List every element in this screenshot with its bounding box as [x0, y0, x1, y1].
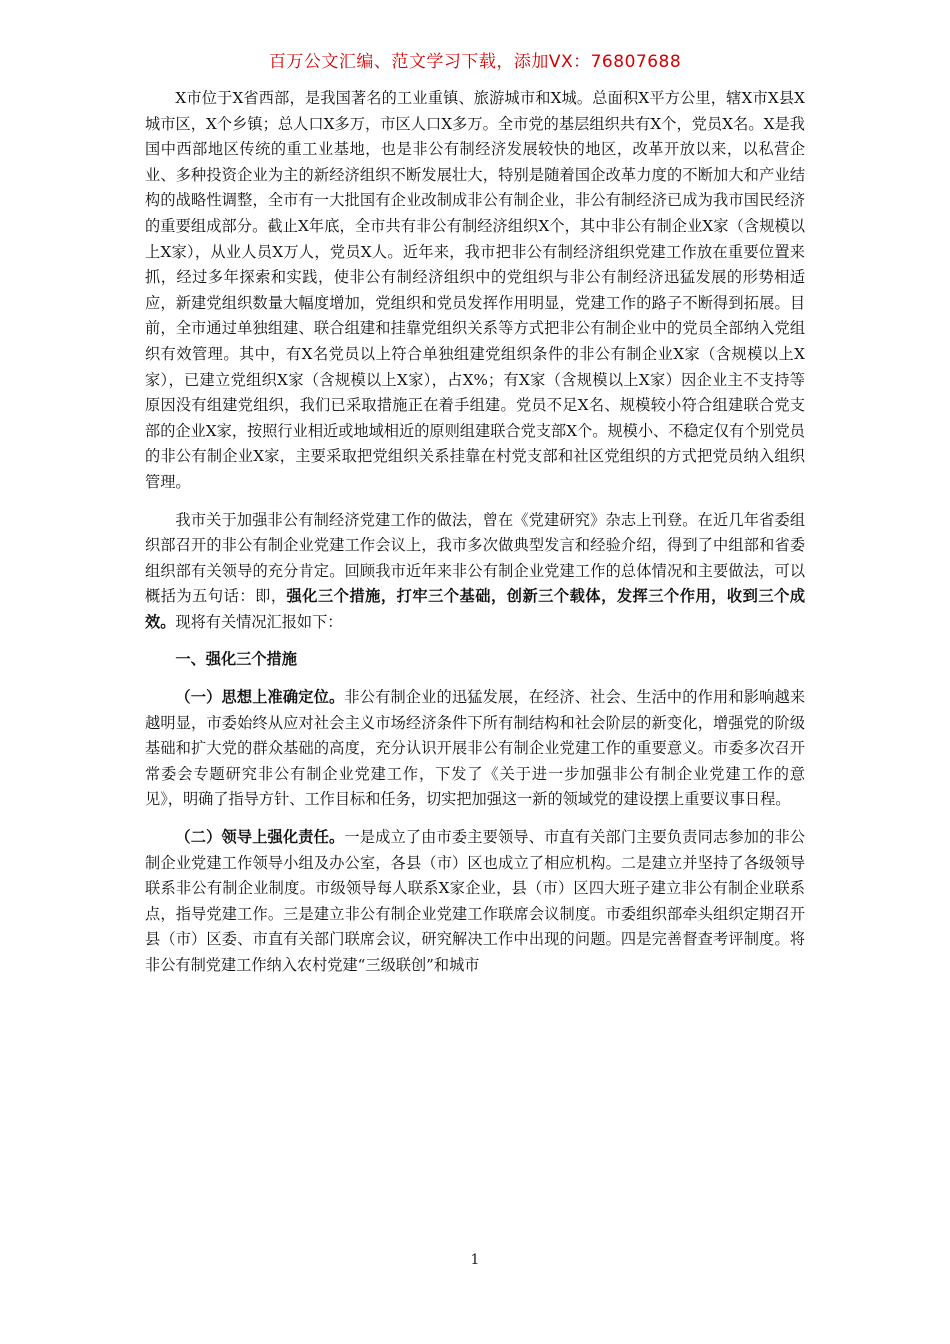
page-number: 1: [470, 1252, 480, 1268]
paragraph-intro: X市位于X省西部，是我国著名的工业重镇、旅游城市和X城。总面积X平方公里，辖X市X县X城市区，X个乡镇；总人口X多万，市区人口X多万。全市党的基层组织共有X个，党员X名。X是我国中西部地区传统的重工业基地，也是非公有制经济发展较快的地区，改革开放以来，以私营企业、多种投资企业为主的新经济组织不断发展壮大，特别是随着国企改革力度的不断加大和产业结构的战略性调整，全市有一大批国有企业改制成非公有制企业，非公有制经济已成为我市国民经济的重要组成部分。截止X年底，全市共有非公有制经济组织X个，其中非公有制企业X家（含规模以上X家），从业人员X万人，党员X人。近年来，我市把非公有制经济组织党建工作放在重要位置来抓，经过多年探索和实践，使非公有制经济组织中的党组织与非公有制经济迅猛发展的形势相适应，新建党组织数量大幅度增加，党组织和党员发挥作用明显，党建工作的路子不断得到拓展。目前，全市通过单独组建、联合组建和挂靠党组织关系等方式把非公有制企业中的党员全部纳入党组织有效管理。其中，有X名党员以上符合单独组建党组织条件的非公有制企业X家（含规模以上X家），已建立党组织X家（含规模以上X家），占X%；有X家（含规模以上X家）因企业主不支持等原因没有组建党组织，我们已采取措施正在着手组建。党员不足X名、规模较小符合组建联合党支部的企业X家，按照行业相近或地域相近的原则组建联合党支部X个。规模小、不稳定仅有个别党员的非公有制企业X家，主要采取把党组织关系挂靠在村党支部和社区党组织的方式把党员纳入组织管理。: [145, 89, 805, 491]
paragraph-summary: [145, 508, 805, 636]
subsection-1: [145, 685, 805, 813]
subsection-1-heading: （一）思想上准确定位。: [175, 688, 345, 707]
subsection-2-heading: （二）领导上强化责任。: [175, 828, 345, 847]
header-banner: 百万公文汇编、范文学习下载，添加VX：76807688: [268, 52, 682, 72]
summary-text-end: 现将有关情况汇报如下：: [175, 612, 343, 631]
section-heading-1: 一、强化三个措施: [175, 650, 297, 669]
document-body: [145, 86, 805, 991]
subsection-1-text: 非公有制企业的迅猛发展，在经济、社会、生活中的作用和影响越来越明显，市委始终从应对社会主义市场经济条件下所有制结构和社会阶层的新变化，增强党的阶级基础和扩大党的群众基础的高度，充分认识开展非公有制企业党建工作的重要意义。市委多次召开常委会专题研究非公有制企业党建工作，下发了《关于进一步加强非公有制企业党建工作的意见》，明确了指导方针、工作目标和任务，切实把加强这一新的领域党的建设摆上重要议事日程。: [145, 688, 806, 809]
summary-key-points: 强化三个措施，打牢三个基础，创新三个载体，发挥三个作用，收到三个成效。: [145, 587, 806, 631]
subsection-2-text: 一是成立了由市委主要领导、市直有关部门主要负责同志参加的非公制企业党建工作领导小组及办公室，各县（市）区也成立了相应机构。二是建立并坚持了各级领导联系非公有制企业制度。市级领导每人联系X家企业，县（市）区四大班子建立非公有制企业联系点，指导党建工作。三是建立非公有制企业党建工作联席会议制度。市委组织部牵头组织定期召开县（市）区委、市直有关部门联席会议，研究解决工作中出现的问题。四是完善督查考评制度。将非公有制党建工作纳入农村党建“三级联创”和城市: [145, 828, 806, 974]
summary-text-start: 我市关于加强非公有制经济党建工作的做法，曾在《党建研究》杂志上刊登。在近几年省委组织部召开的非公有制企业党建工作会议上，我市多次做典型发言和经验介绍，得到了中组部和省委组织部有关领导的充分肯定。回顾我市近年来非公有制企业党建工作的总体情况和主要做法，可以概括为五句话：即，: [145, 510, 805, 606]
subsection-2: [145, 825, 805, 979]
